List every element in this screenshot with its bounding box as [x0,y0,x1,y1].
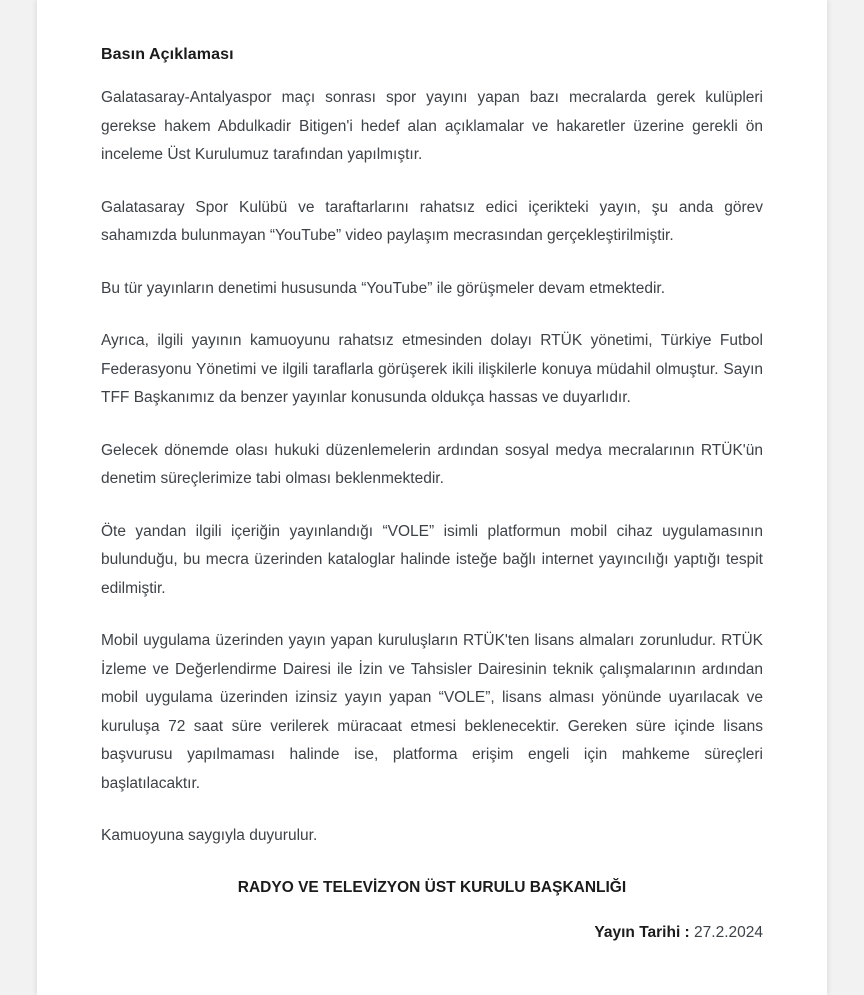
publication-date-value: 27.2.2024 [694,923,763,941]
paragraph-3: Bu tür yayınların denetimi hususunda “YouTube” ile görüşmeler devam etmektedir. [101,279,666,297]
paragraph-8: Kamuoyuna saygıyla duyurulur. [101,827,318,844]
paragraph-6: Öte yandan ilgili içeriğin yayınlandığı “VOLE” isimli platformun mobil cihaz uygulamasının bulunduğu, bu mecra üzerinden kataloglar halinde isteğe bağlı internet yayıncılığı yaptığı tespit edilmiştir. [101,522,763,597]
paragraph-1: Galatasaray-Antalyaspor maçı sonrası spor yayını yapan bazı mecralarda gerek kulüpleri gerekse hakem Abdulkadir Bitigen'i hedef alan açıklamalar ve hakaretler üzerine gerekli ön inceleme Üst Kurulumuz tarafından yapılmıştır. [101,89,763,163]
publication-date-label: Yayın Tarihi : [594,923,690,941]
paragraph-5: Gelecek dönemde olası hukuki düzenlemelerin ardından sosyal medya mecralarının RTÜK'ün denetim süreçlerimize tabi olması beklenmektedir. [101,441,763,487]
page-title: Basın Açıklaması [101,46,234,63]
document-page [37,0,827,995]
publication-date [101,921,763,945]
signature-line: RADYO VE TELEVİZYON ÜST KURULU BAŞKANLIĞI [237,878,627,896]
paragraph-2: Galatasaray Spor Kulübü ve taraftarlarını rahatsız edici içerikteki yayın, şu anda görev sahamızda bulunmayan “YouTube” video paylaşım mecrasından gerçekleştirilmiştir. [101,198,763,244]
paragraph-4: Ayrıca, ilgili yayının kamuoyunu rahatsız etmesinden dolayı RTÜK yönetimi, Türkiye Futbol Federasyonu Yönetimi ve ilgili taraflarla görüşerek ikili ilişkilerle konuya müdahil olmuştur. Sayın TFF Başkanımız da benzer yayınlar konusunda oldukça hassas ve duyarlıdır. [101,332,763,406]
paragraph-7: Mobil uygulama üzerinden yayın yapan kuruluşların RTÜK'ten lisans almaları zorunludur. RTÜK İzleme ve Değerlendirme Dairesi ile İzin ve Tahsisler Dairesinin teknik çalışmalarının ardından mobil uygulama üzerinden izinsiz yayın yapan “VOLE”, lisans alması yönünde uyarılacak ve kuruluşa 72 saat süre verilerek müracaat etmesi beklenecektir. Gereken süre içinde lisans başvurusu yapılmaması halinde ise, platforma erişim engeli için mahkeme süreçleri başlatılacaktır. [101,632,763,792]
